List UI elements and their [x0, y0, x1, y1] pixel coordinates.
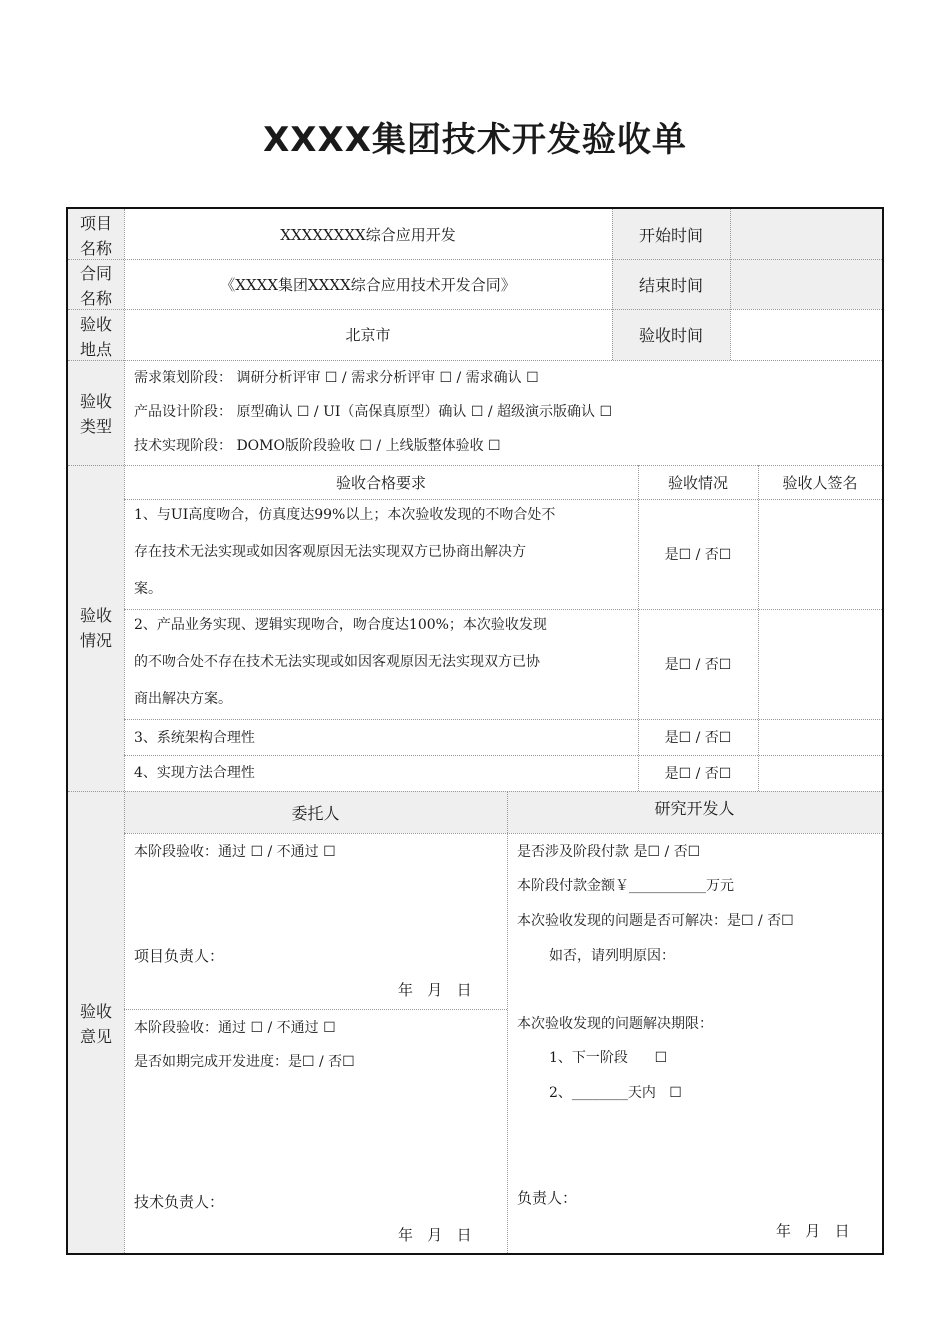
type-line-design[interactable]: 产品设计阶段： 原型确认 ☐ / UI（高保真原型）确认 ☐ / 超级演示版确认 ☐ [134, 404, 613, 420]
client-date-2: 年 月 日 [398, 1226, 472, 1244]
start-time-label: 开始时间 [638, 225, 703, 245]
payment-amount[interactable]: 本阶段付款金额￥___________万元 [517, 878, 734, 894]
deadline-option-next-stage[interactable]: 1、下一阶段 ☐ [549, 1050, 668, 1066]
project-name-value: XXXXXXXX综合应用开发 [280, 225, 456, 244]
tech-manager-label: 技术负责人： [134, 1193, 225, 1211]
opinion-label: 验收 意见 [79, 1002, 112, 1046]
type-line-planning[interactable]: 需求策划阶段： 调研分析评审 ☐ / 需求分析评审 ☐ / 需求确认 ☐ [134, 370, 539, 386]
place-label: 验收 地点 [79, 315, 112, 359]
reason-label: 如否，请列明原因： [549, 948, 675, 964]
start-time-value[interactable] [730, 209, 882, 259]
contract-name-label: 合同 名称 [79, 264, 112, 308]
requirement-2-status[interactable]: 是☐ / 否☐ [664, 657, 732, 673]
deadline-label: 本次验收发现的问题解决期限： [517, 1016, 713, 1032]
developer-manager-label: 负责人： [517, 1189, 578, 1207]
label-column [68, 209, 124, 1253]
type-line-implementation[interactable]: 技术实现阶段： DOMO版阶段验收 ☐ / 上线版整体验收 ☐ [134, 438, 501, 454]
accept-time-value[interactable] [730, 309, 882, 360]
client-stage-acceptance-2[interactable]: 本阶段验收：通过 ☐ / 不通过 ☐ [134, 1020, 336, 1036]
requirement-3-status[interactable]: 是☐ / 否☐ [664, 730, 732, 746]
requirement-4: 4、实现方法合理性 [134, 765, 255, 781]
requirement-4-status[interactable]: 是☐ / 否☐ [664, 766, 732, 782]
developer-header: 研究开发人 [654, 798, 735, 818]
col-sign-header: 验收人签名 [782, 473, 858, 492]
place-value: 北京市 [345, 326, 391, 344]
requirement-1-status[interactable]: 是☐ / 否☐ [664, 547, 732, 563]
end-time-value[interactable] [730, 259, 882, 309]
deadline-option-days[interactable]: 2、________天内 ☐ [549, 1085, 682, 1101]
requirement-1: 1、与UI高度吻合，仿真度达99%以上；本次验收发现的不吻合处不 存在技术无法实现或如因客观原因无法实现双方已协商出解决方 案。 [134, 507, 556, 597]
project-manager-label: 项目负责人： [134, 947, 225, 965]
type-label: 验收 类型 [79, 392, 112, 436]
col-requirement-header: 验收合格要求 [335, 473, 426, 492]
project-name-label: 项目 名称 [79, 214, 112, 258]
payment-question[interactable]: 是否涉及阶段付款 是☐ / 否☐ [517, 844, 701, 860]
acceptance-form [66, 207, 884, 1255]
developer-date: 年 月 日 [776, 1222, 850, 1240]
contract-name-value: 《XXXX集团XXXX综合应用技术开发合同》 [220, 275, 516, 294]
requirement-3: 3、系统架构合理性 [134, 730, 255, 746]
solvable-question[interactable]: 本次验收发现的问题是否可解决：是☐ / 否☐ [517, 913, 794, 929]
accept-time-label: 验收时间 [638, 326, 703, 345]
col-status-header: 验收情况 [667, 473, 728, 492]
client-stage-acceptance-1[interactable]: 本阶段验收：通过 ☐ / 不通过 ☐ [134, 844, 336, 860]
end-time-label: 结束时间 [638, 275, 703, 295]
progress-question[interactable]: 是否如期完成开发进度：是☐ / 否☐ [134, 1054, 355, 1070]
requirement-2: 2、产品业务实现、逻辑实现吻合，吻合度达100%；本次验收发现 的不吻合处不存在技术无法实现或如因客观原因无法实现双方已协 商出解决方案。 [134, 617, 547, 707]
situation-label: 验收 情况 [79, 606, 112, 650]
client-header: 委托人 [291, 803, 340, 823]
page-title: XXXX集团技术开发验收单 [263, 120, 687, 160]
client-date-1: 年 月 日 [398, 981, 472, 999]
